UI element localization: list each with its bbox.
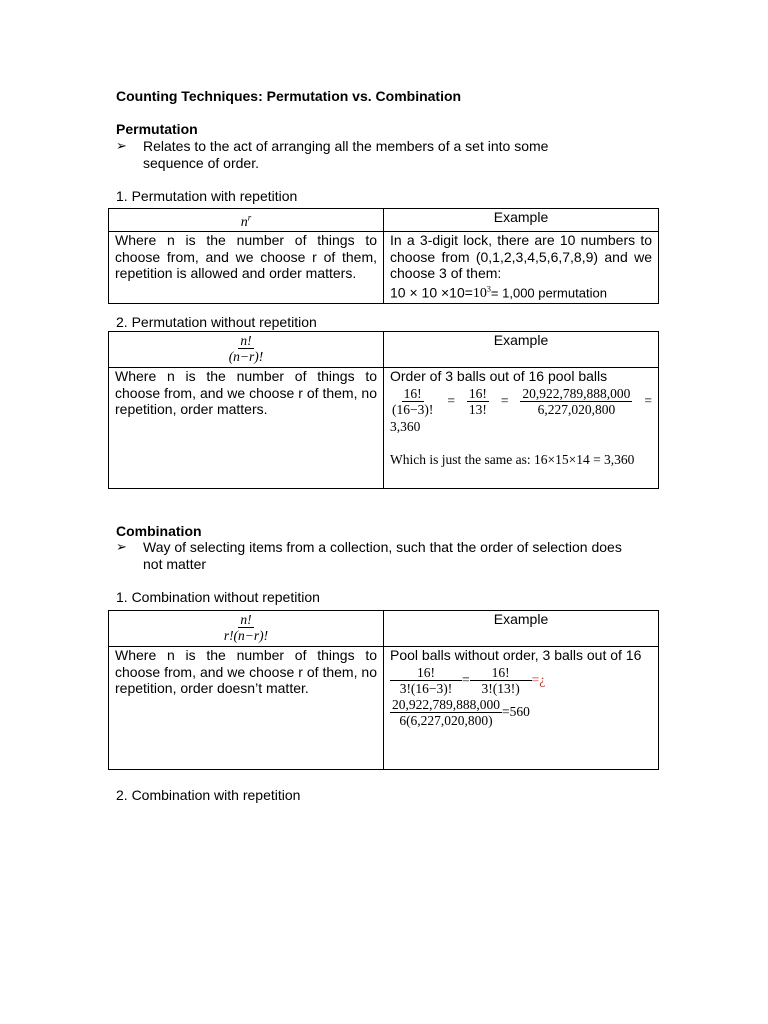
example-formula-line1: $\frac{16!}{3!(16-3)!}$ = $\frac{16!}{3!(13!)}$ =¿ — [390, 665, 652, 696]
fraction-1: $\frac{16!}{(16-3)!}$ — [392, 385, 434, 417]
example-calculation: $10 \times 10 \times 10=10^3= 1,000$ permutation — [390, 284, 607, 302]
combination-without-repetition-label: 1. Combination without repetition — [116, 589, 320, 605]
example-cell — [384, 232, 659, 304]
odd-symbol: =¿ — [531, 671, 546, 687]
example-cell — [384, 647, 659, 770]
combination-with-repetition-label: 2. Combination with repetition — [116, 787, 301, 803]
fraction-2: $\frac{16!}{3!(13!)}$ — [470, 665, 532, 696]
permutation-without-repetition-label: 2. Permutation without repetition — [116, 314, 317, 330]
example-text: Pool balls without order, 3 balls out of 16 — [390, 647, 642, 663]
example-text: Order of 3 balls out of 16 pool balls — [390, 368, 608, 384]
description-cell: Where n is the number of things to choose from, and we choose r of them, repetition is allowed and order matters. — [109, 232, 384, 304]
example-note: Which is just the same as: 16×15×14 = 3,360 — [390, 452, 635, 467]
example-result: 3,360 — [390, 418, 421, 434]
permutation-definition: Relates to the act of arranging all the members of a set into some sequence of order. — [143, 138, 549, 171]
formula: $n^r$ — [240, 212, 252, 230]
combination-definition: Way of selecting items from a collection, such that the order of selection does not matter — [143, 539, 622, 572]
example-formula: $\frac{16!}{(16-3)!}$ = $\frac{16!}{13!}$ = $\frac{20,922,789,888,000}{6,227,020,800}$ = — [392, 385, 652, 417]
combination-bullet — [116, 539, 646, 573]
formula-cell — [109, 332, 384, 368]
fraction-3: $\frac{20,922,789,888,000}{6,227,020,800}$ — [522, 385, 631, 417]
example-header: Example — [384, 209, 659, 232]
fraction-3: $\frac{20,922,789,888,000}{6(6,227,020,800)}$ — [392, 696, 500, 728]
permutation-bullet — [116, 138, 616, 172]
description-cell: Where n is the number of things to choose from, and we choose r of them, no repetition, order matters. — [109, 368, 384, 489]
example-text: In a 3-digit lock, there are 10 numbers to choose from (0,1,2,3,4,5,6,7,8,9) and we choose 3 of them: — [390, 232, 652, 282]
fraction-1: $\frac{16!}{3!(16-3)!}$ — [390, 665, 462, 696]
example-header: Example — [384, 611, 659, 647]
permutation-heading: Permutation — [116, 121, 198, 137]
example-cell — [384, 368, 659, 489]
fraction-2: $\frac{16!}{13!}$ — [468, 385, 487, 417]
formula-cell — [109, 209, 384, 232]
example-formula-line2 — [390, 697, 652, 728]
arrow-bullet-icon: ➢ — [116, 539, 127, 554]
formula-cell — [109, 611, 384, 647]
combination-heading: Combination — [116, 523, 202, 539]
permutation-with-repetition-table — [108, 208, 659, 304]
description-cell: Where n is the number of things to choose from, and we choose r of them, no repetition, order doesn’t matter. — [109, 647, 384, 770]
example-header: Example — [384, 332, 659, 368]
page-title: Counting Techniques: Permutation vs. Combination — [116, 88, 462, 104]
formula-fraction: $\frac{n!}{r!(n-r)!}$ — [223, 612, 269, 643]
permutation-with-repetition-label: 1. Permutation with repetition — [116, 188, 298, 204]
formula-fraction: $\frac{n!}{(n-r)!}$ — [228, 333, 264, 364]
permutation-without-repetition-table — [108, 331, 659, 489]
arrow-bullet-icon: ➢ — [116, 138, 127, 153]
example-result: =560 — [502, 703, 530, 719]
combination-without-repetition-table — [108, 610, 659, 770]
